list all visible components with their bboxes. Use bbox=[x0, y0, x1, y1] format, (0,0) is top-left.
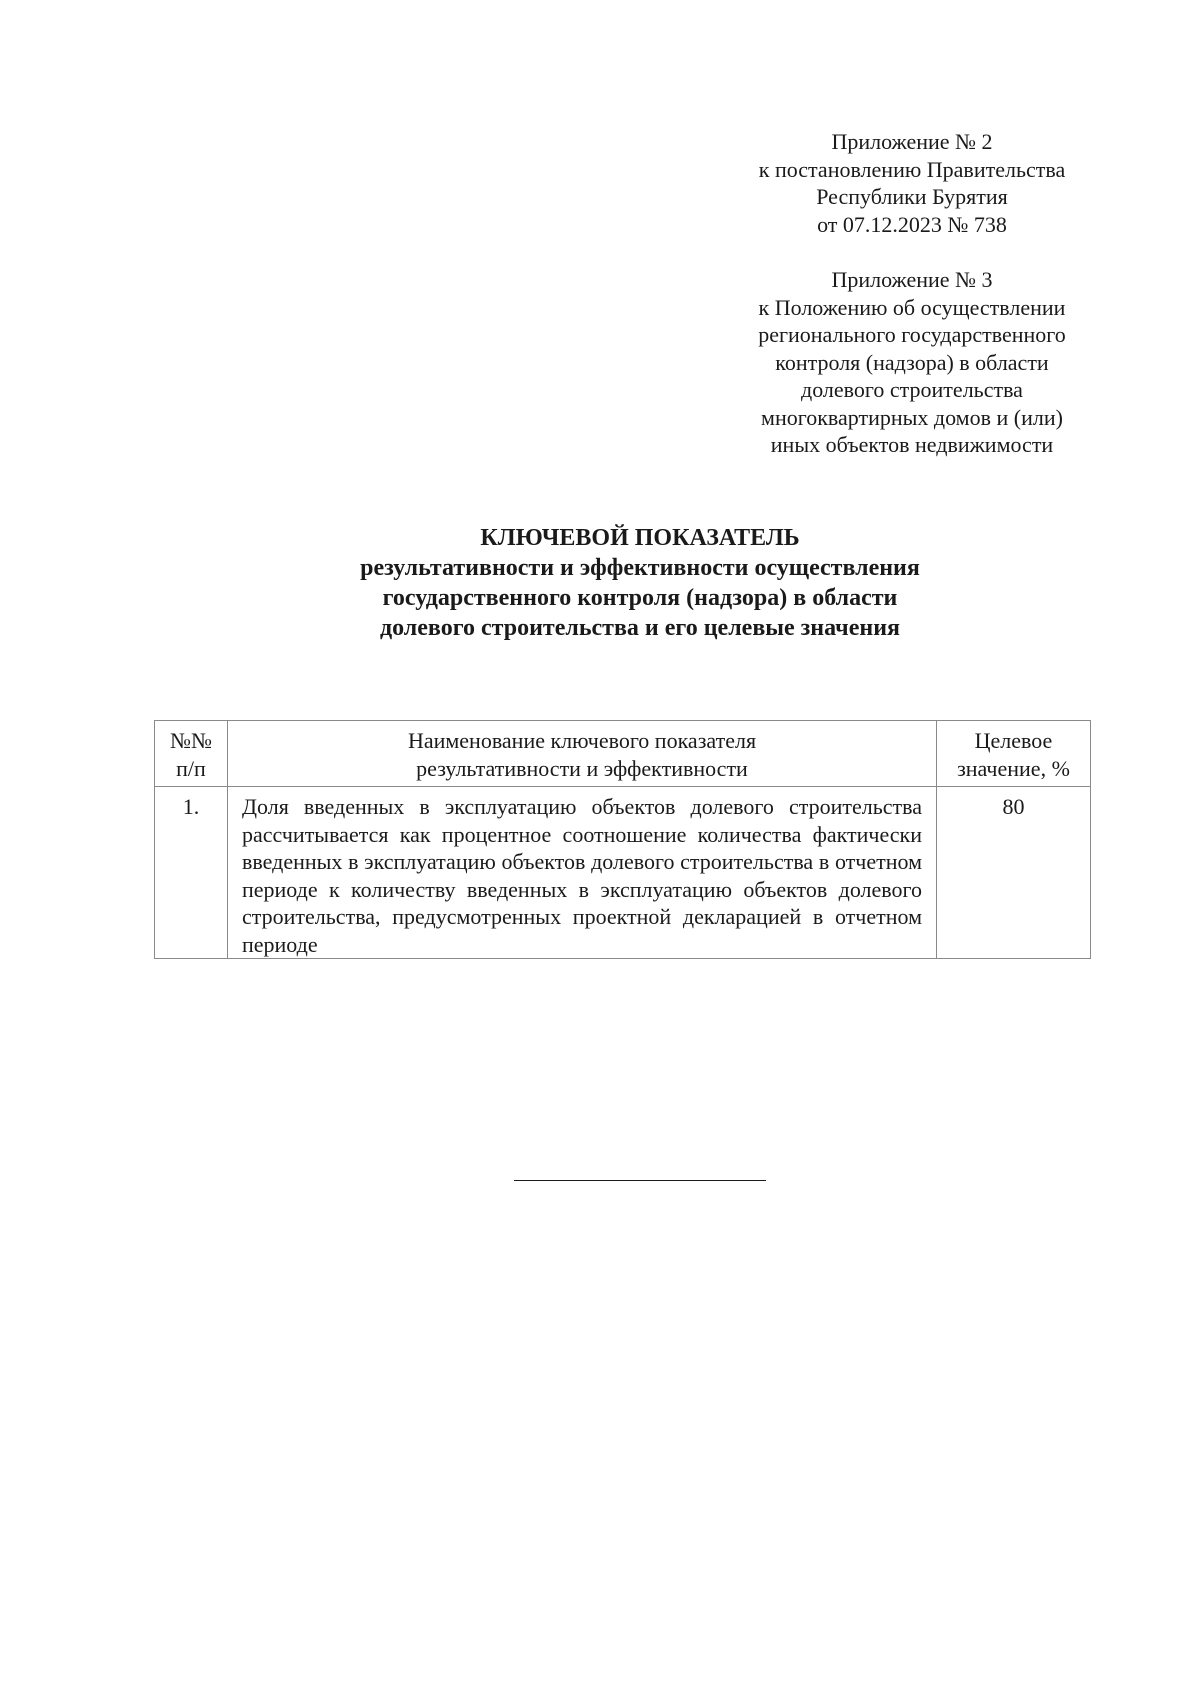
indicator-table bbox=[154, 720, 1091, 959]
header-number-line: п/п bbox=[176, 755, 206, 781]
row-description: Доля введенных в эксплуатацию объектов долевого строительства рассчитывается как процентное соотношение количества фактически введенных в эксплуатацию объектов долевого строительства в отчетном периоде к количеству введенных в эксплуатацию объектов долевого строительства, предусмотренных проектной декларацией в отчетном периоде bbox=[228, 787, 937, 959]
approval-line: многоквартирных домов и (или) bbox=[761, 404, 1063, 430]
approval-line: долевого строительства bbox=[801, 377, 1023, 402]
document-title bbox=[200, 523, 1080, 643]
approval-line: контроля (надзора) в области bbox=[775, 349, 1049, 375]
table-row bbox=[155, 787, 1091, 959]
header-target-line: значение, % bbox=[957, 755, 1070, 781]
approval-line: Республики Бурятия bbox=[816, 184, 1008, 209]
approval-line: Приложение № 2 bbox=[831, 129, 993, 154]
title-line: долевого строительства и его целевые значения bbox=[379, 615, 901, 641]
approval-line: от 07.12.2023 № 738 bbox=[817, 211, 1007, 237]
header-number bbox=[155, 721, 228, 787]
approval-line: к Положению об осуществлении bbox=[758, 294, 1066, 320]
indicator-table-container bbox=[154, 720, 1090, 959]
table-header-row bbox=[155, 721, 1091, 787]
header-target-line: Целевое bbox=[974, 728, 1053, 753]
header-name-line: результативности и эффективности bbox=[416, 755, 748, 781]
approval-line: иных объектов недвижимости bbox=[770, 432, 1054, 457]
header-name-line: Наименование ключевого показателя bbox=[407, 728, 757, 753]
row-number: 1. bbox=[155, 787, 228, 959]
approval-line: к постановлению Правительства bbox=[758, 156, 1066, 182]
approval-block-government-decree bbox=[752, 128, 1072, 238]
approval-line: Приложение № 3 bbox=[831, 267, 993, 292]
title-line: результативности и эффективности осуществления bbox=[360, 555, 920, 581]
row-target-value: 80 bbox=[937, 787, 1091, 959]
header-target-value bbox=[937, 721, 1091, 787]
end-of-document-rule bbox=[514, 1180, 766, 1181]
approval-block-regulation bbox=[752, 266, 1072, 459]
title-heading: КЛЮЧЕВОЙ ПОКАЗАТЕЛЬ bbox=[480, 525, 800, 551]
header-indicator-name bbox=[228, 721, 937, 787]
header-number-line: №№ bbox=[170, 728, 212, 753]
title-line: государственного контроля (надзора) в области bbox=[382, 585, 898, 611]
approval-line: регионального государственного bbox=[758, 322, 1066, 347]
